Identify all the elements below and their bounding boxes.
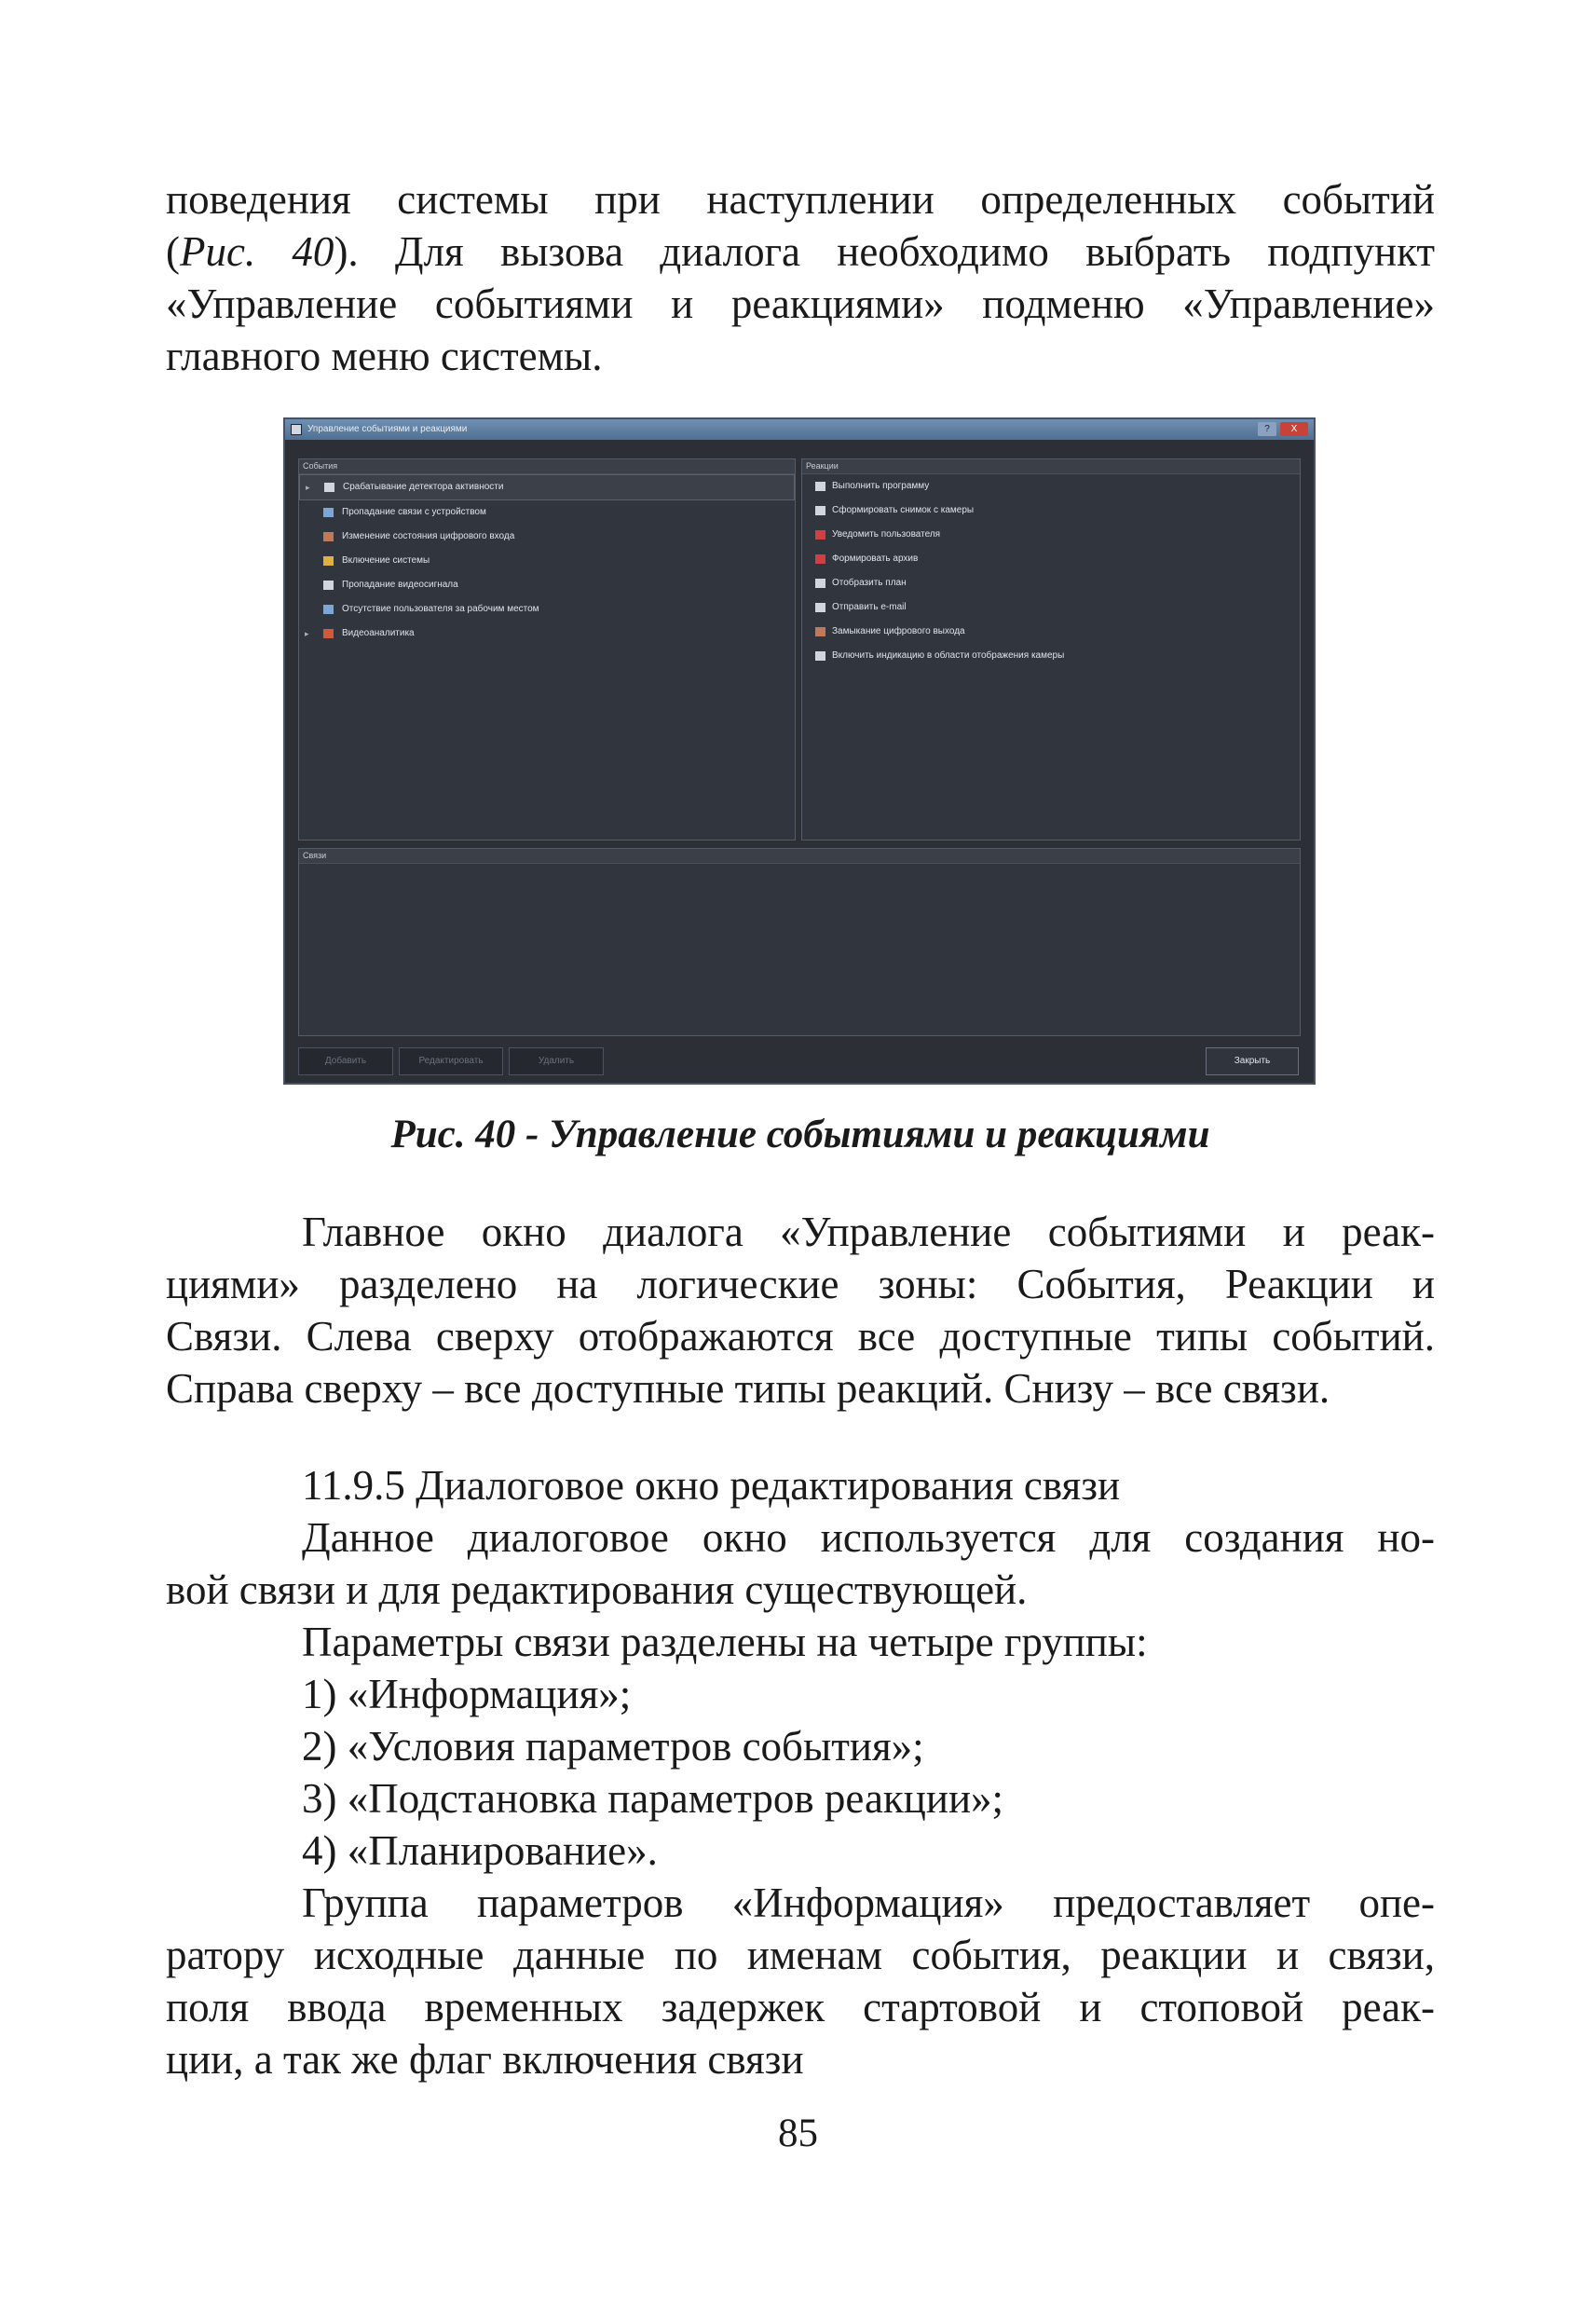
- window-title: Управление событиями и реакциями: [307, 424, 468, 434]
- events-item-label: Срабатывание детектора активности: [343, 482, 504, 492]
- events-header: События: [299, 459, 795, 474]
- events-list-item[interactable]: [299, 549, 795, 573]
- links-header: Связи: [299, 849, 1300, 864]
- list-item: 2) «Условия параметров события»;: [302, 1723, 924, 1770]
- links-panel: [298, 848, 1301, 1036]
- delete-button[interactable]: Удалить: [509, 1047, 604, 1075]
- events-item-label: Видеоаналитика: [342, 628, 415, 638]
- reactions-list-item[interactable]: [802, 474, 1300, 499]
- reactions-panel: [801, 458, 1301, 841]
- events-item-label: Пропадание связи с устройством: [342, 507, 486, 517]
- mail-icon: [815, 603, 825, 612]
- section-line: Данное диалоговое окно используется для создания но-: [302, 1514, 1435, 1561]
- user-desk-icon: [323, 605, 334, 614]
- reactions-list-item[interactable]: [802, 571, 1300, 595]
- figure-caption: Рис. 40 - Управление событиями и реакциями: [390, 1113, 1210, 1156]
- indicator-icon: [815, 651, 825, 661]
- reactions-list-item[interactable]: [802, 620, 1300, 644]
- events-item-label: Изменение состояния цифрового входа: [342, 531, 515, 541]
- intro-line: (Рис. 40). Для вызова диалога необходимо выбрать подпункт: [166, 228, 1435, 275]
- expand-arrow-icon[interactable]: ▸: [305, 629, 309, 638]
- help-button[interactable]: ?: [1258, 422, 1276, 436]
- reactions-list: [802, 474, 1300, 668]
- section-line: Группа параметров «Информация» предоставляет опе-: [302, 1879, 1435, 1926]
- plug-icon: [323, 532, 334, 541]
- events-list-item[interactable]: [299, 622, 795, 646]
- events-panel: [298, 458, 796, 841]
- connection-icon: [323, 508, 334, 517]
- main-line: циями» разделено на логические зоны: События, Реакции и: [166, 1261, 1435, 1307]
- close-button[interactable]: Закрыть: [1206, 1047, 1299, 1075]
- events-list: [299, 474, 795, 646]
- list-item: 3) «Подстановка параметров реакции»;: [302, 1775, 1004, 1822]
- camera-icon: [815, 506, 825, 515]
- intro-line: главного меню системы.: [166, 333, 603, 379]
- reactions-header: Реакции: [802, 459, 1300, 474]
- main-line: Связи. Слева сверху отображаются все доступные типы событий.: [166, 1313, 1435, 1360]
- document-icon: [815, 579, 825, 588]
- reactions-item-label: Замыкание цифрового выхода: [832, 626, 965, 636]
- intro-paragraph: [166, 173, 1435, 382]
- app-window-screenshot: [283, 417, 1316, 1085]
- main-line: Главное окно диалога «Управление событиями и реак-: [302, 1209, 1435, 1255]
- reactions-item-label: Сформировать снимок с камеры: [832, 505, 975, 515]
- section-block: [166, 1459, 1435, 2085]
- events-item-label: Включение системы: [342, 555, 430, 566]
- reactions-list-item[interactable]: [802, 499, 1300, 523]
- section-heading: 11.9.5 Диалоговое окно редактирования связи: [302, 1462, 1121, 1509]
- section-line: ратору исходные данные по именам события, реакции и связи,: [166, 1932, 1435, 1978]
- app-icon: [291, 424, 302, 435]
- page-number: 85: [778, 2112, 818, 2155]
- monitor-icon: [324, 483, 334, 492]
- analytics-icon: [323, 629, 334, 638]
- reactions-list-item[interactable]: [802, 523, 1300, 547]
- plug-icon: [815, 627, 825, 636]
- events-item-label: Отсутствие пользователя за рабочим местом: [342, 604, 539, 614]
- reactions-item-label: Отправить e-mail: [832, 602, 907, 612]
- events-list-item[interactable]: [299, 597, 795, 622]
- add-button[interactable]: Добавить: [298, 1047, 393, 1075]
- window-close-button[interactable]: X: [1280, 422, 1308, 436]
- section-line: Параметры связи разделены на четыре группы:: [302, 1619, 1148, 1665]
- window-titlebar: [285, 419, 1314, 440]
- reactions-item-label: Формировать архив: [832, 554, 919, 564]
- reactions-list-item[interactable]: [802, 595, 1300, 620]
- reactions-item-label: Отобразить план: [832, 578, 907, 588]
- figure-reference: Рис. 40: [180, 228, 334, 275]
- events-list-item[interactable]: [299, 474, 795, 500]
- main-paragraph: [166, 1206, 1435, 1415]
- pin-icon: [815, 530, 825, 540]
- section-line: ции, а так же флаг включения связи: [166, 2036, 804, 2083]
- intro-line: поведения системы при наступлении определенных событий: [166, 176, 1435, 223]
- intro-line: «Управление событиями и реакциями» подменю «Управление»: [166, 280, 1435, 327]
- expand-arrow-icon[interactable]: ▸: [306, 483, 310, 492]
- reactions-list-item[interactable]: [802, 547, 1300, 571]
- edit-button[interactable]: Редактировать: [399, 1047, 503, 1075]
- signal-icon: [323, 581, 334, 590]
- events-list-item[interactable]: [299, 525, 795, 549]
- section-line: поля ввода временных задержек стартовой и стоповой реак-: [166, 1984, 1435, 2030]
- warning-icon: [323, 556, 334, 566]
- events-list-item[interactable]: [299, 573, 795, 597]
- list-item: 4) «Планирование».: [302, 1827, 658, 1874]
- list-item: 1) «Информация»;: [302, 1671, 632, 1717]
- archive-icon: [815, 554, 825, 564]
- reactions-item-label: Включить индикацию в области отображения камеры: [832, 650, 1065, 661]
- events-list-item[interactable]: [299, 500, 795, 525]
- section-line: вой связи и для редактирования существующей.: [166, 1566, 1028, 1613]
- main-line: Справа сверху – все доступные типы реакций. Снизу – все связи.: [166, 1365, 1330, 1412]
- reactions-item-label: Выполнить программу: [832, 481, 930, 491]
- events-item-label: Пропадание видеосигнала: [342, 580, 458, 590]
- gears-icon: [815, 482, 825, 491]
- reactions-list-item[interactable]: [802, 644, 1300, 668]
- reactions-item-label: Уведомить пользователя: [832, 529, 941, 540]
